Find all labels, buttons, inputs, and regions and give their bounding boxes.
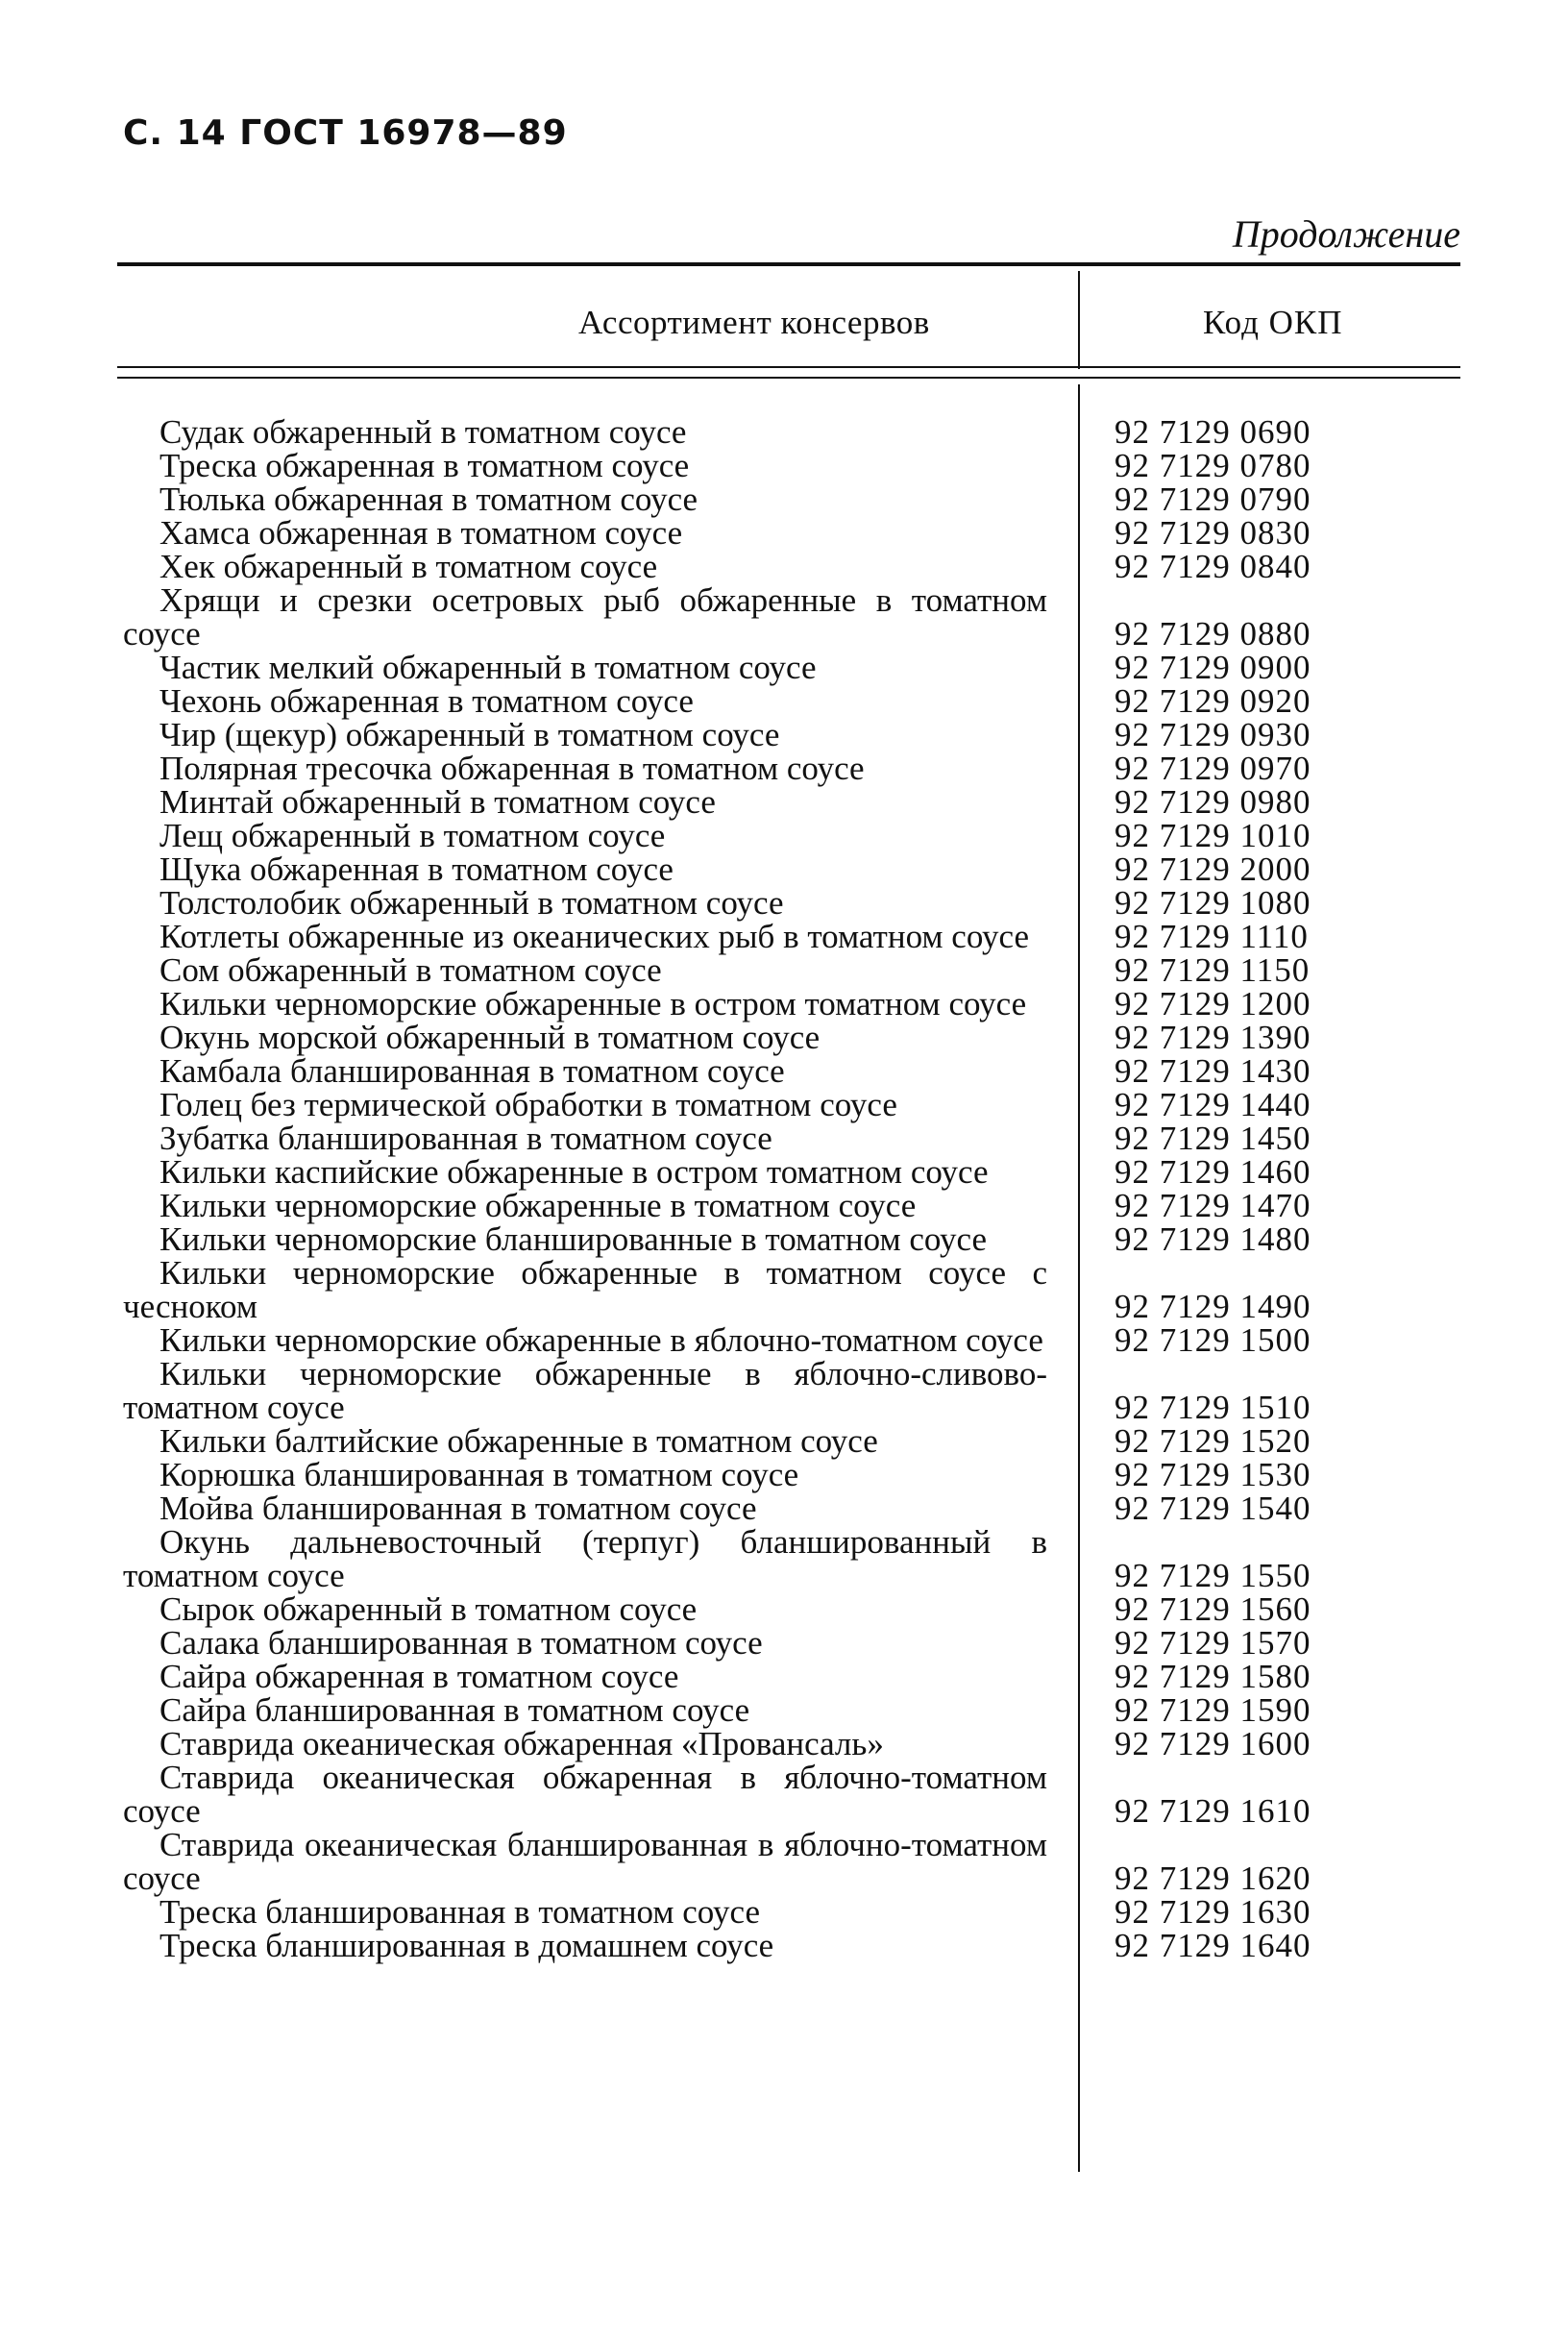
okp-code: 92 7129 1490 (1115, 1288, 1311, 1325)
okp-code: 92 7129 0790 (1115, 480, 1311, 518)
header-bottom-rule-second (117, 377, 1460, 379)
table-body (0, 415, 1568, 1962)
okp-code: 92 7129 0690 (1115, 413, 1311, 451)
table-row (0, 1929, 1568, 1962)
assortment-name: Ставрида океаническая бланшированная в яблочно-томатном соусе (123, 1826, 1047, 1897)
okp-code: 92 7129 1080 (1115, 884, 1311, 922)
assortment-name: Кильки черноморские обжаренные в яблочно-сливово-томатном соусе (123, 1355, 1047, 1426)
assortment-name: Хрящи и срезки осетровых рыб обжаренные в томатном соусе (123, 581, 1047, 653)
table-row (0, 1088, 1568, 1121)
table-row (0, 1222, 1568, 1256)
table-row (0, 953, 1568, 987)
assortment-name: Минтай обжаренный в томатном соусе (159, 783, 716, 821)
okp-code: 92 7129 0930 (1115, 716, 1311, 753)
okp-code: 92 7129 1540 (1115, 1490, 1311, 1527)
assortment-name: Полярная тресочка обжаренная в томатном соусе (159, 750, 865, 787)
table-row (0, 785, 1568, 819)
table-row (0, 1525, 1568, 1592)
table-row (0, 1761, 1568, 1828)
page-header: С. 14 ГОСТ 16978—89 (123, 113, 568, 153)
okp-code: 92 7129 0900 (1115, 649, 1311, 686)
assortment-name: Сом обжаренный в томатном соусе (159, 951, 662, 989)
okp-code: 92 7129 1520 (1115, 1422, 1311, 1460)
table-row (0, 718, 1568, 751)
table-row (0, 1727, 1568, 1761)
okp-code: 92 7129 1500 (1115, 1321, 1311, 1359)
column-header-okp-code: Код ОКП (1203, 304, 1343, 341)
okp-code: 92 7129 1630 (1115, 1893, 1311, 1931)
assortment-name: Частик мелкий обжаренный в томатном соусе (159, 649, 817, 686)
table-row (0, 886, 1568, 920)
assortment-name: Зубатка бланшированная в томатном соусе (159, 1120, 772, 1157)
assortment-name: Судак обжаренный в томатном соусе (159, 413, 687, 451)
okp-code: 92 7129 0980 (1115, 783, 1311, 821)
column-header-assortment: Ассортимент консервов (578, 304, 930, 341)
table-row (0, 482, 1568, 516)
okp-code: 92 7129 1440 (1115, 1086, 1311, 1123)
assortment-name: Голец без термической обработки в томатном соусе (159, 1086, 897, 1123)
table-row (0, 1592, 1568, 1626)
assortment-name: Корюшка бланшированная в томатном соусе (159, 1456, 799, 1493)
okp-code: 92 7129 0920 (1115, 682, 1311, 720)
table-row (0, 415, 1568, 449)
assortment-name: Щука обжаренная в томатном соусе (159, 850, 674, 888)
assortment-name: Кильки каспийские обжаренные в остром томатном соусе (159, 1153, 989, 1191)
assortment-name: Сайра бланшированная в томатном соусе (159, 1691, 750, 1729)
assortment-name: Кильки черноморские обжаренные в томатном соусе с чесноком (123, 1254, 1047, 1325)
okp-code: 92 7129 0840 (1115, 548, 1311, 585)
table-row (0, 1189, 1568, 1222)
assortment-name: Толстолобик обжаренный в томатном соусе (159, 884, 784, 922)
okp-code: 92 7129 1600 (1115, 1725, 1311, 1762)
okp-code: 92 7129 1480 (1115, 1220, 1311, 1258)
okp-code: 92 7129 1470 (1115, 1187, 1311, 1224)
okp-code: 92 7129 1620 (1115, 1860, 1311, 1897)
assortment-name: Ставрида океаническая обжаренная в яблочно-томатном соусе (123, 1759, 1047, 1830)
assortment-name: Треска бланшированная в томатном соусе (159, 1893, 760, 1931)
assortment-name: Котлеты обжаренные из океанических рыб в томатном соусе (159, 918, 1030, 955)
assortment-name: Кильки черноморские обжаренные в яблочно-томатном соусе (159, 1321, 1043, 1359)
table-row (0, 1693, 1568, 1727)
table-row (0, 583, 1568, 651)
okp-code: 92 7129 1200 (1115, 985, 1311, 1022)
table-row (0, 516, 1568, 550)
okp-code: 92 7129 1550 (1115, 1557, 1311, 1594)
table-row (0, 1660, 1568, 1693)
table-row (0, 1357, 1568, 1424)
assortment-name: Кильки черноморские обжаренные в остром томатном соусе (159, 985, 1027, 1022)
assortment-name: Сайра обжаренная в томатном соусе (159, 1658, 679, 1695)
table-row (0, 1458, 1568, 1491)
table-row (0, 651, 1568, 684)
table-row (0, 920, 1568, 953)
assortment-name: Тюлька обжаренная в томатном соусе (159, 480, 698, 518)
table-row (0, 684, 1568, 718)
assortment-name: Сырок обжаренный в томатном соусе (159, 1590, 698, 1628)
okp-code: 92 7129 1590 (1115, 1691, 1311, 1729)
assortment-name: Кильки черноморские бланшированные в томатном соусе (159, 1220, 988, 1258)
okp-code: 92 7129 1450 (1115, 1120, 1311, 1157)
okp-code: 92 7129 1530 (1115, 1456, 1311, 1493)
assortment-name: Чехонь обжаренная в томатном соусе (159, 682, 694, 720)
okp-code: 92 7129 0830 (1115, 514, 1311, 552)
assortment-name: Треска обжаренная в томатном соусе (159, 447, 690, 484)
table-row (0, 1256, 1568, 1323)
continuation-label: Продолжение (1232, 212, 1460, 256)
assortment-name: Хек обжаренный в томатном соусе (159, 548, 658, 585)
assortment-name: Лещ обжаренный в томатном соусе (159, 817, 666, 854)
table-row (0, 1121, 1568, 1155)
assortment-name: Треска бланшированная в домашнем соусе (159, 1927, 774, 1964)
okp-code: 92 7129 1580 (1115, 1658, 1311, 1695)
okp-code: 92 7129 1610 (1115, 1792, 1311, 1830)
okp-code: 92 7129 1560 (1115, 1590, 1311, 1628)
table-row (0, 1626, 1568, 1660)
table-row (0, 449, 1568, 482)
okp-code: 92 7129 0780 (1115, 447, 1311, 484)
table-row (0, 1895, 1568, 1929)
okp-code: 92 7129 0970 (1115, 750, 1311, 787)
table-row (0, 852, 1568, 886)
okp-code: 92 7129 0880 (1115, 615, 1311, 653)
assortment-name: Салака бланшированная в томатном соусе (159, 1624, 763, 1662)
table-row (0, 1323, 1568, 1357)
okp-code: 92 7129 1510 (1115, 1389, 1311, 1426)
table-row (0, 987, 1568, 1021)
table-row (0, 1828, 1568, 1895)
assortment-name: Мойва бланшированная в томатном соусе (159, 1490, 757, 1527)
okp-code: 92 7129 1460 (1115, 1153, 1311, 1191)
assortment-name: Кильки балтийские обжаренные в томатном соусе (159, 1422, 878, 1460)
header-bottom-rule (117, 366, 1460, 368)
assortment-name: Чир (щекур) обжаренный в томатном соусе (159, 716, 780, 753)
assortment-name: Кильки черноморские обжаренные в томатном соусе (159, 1187, 917, 1224)
table-row (0, 1424, 1568, 1458)
table-row (0, 1155, 1568, 1189)
okp-code: 92 7129 1010 (1115, 817, 1311, 854)
assortment-name: Ставрида океаническая обжаренная «Провансаль» (159, 1725, 884, 1762)
table-row (0, 819, 1568, 852)
table-row (0, 751, 1568, 785)
table-row (0, 1021, 1568, 1054)
assortment-name: Хамса обжаренная в томатном соусе (159, 514, 683, 552)
okp-code: 92 7129 1640 (1115, 1927, 1311, 1964)
okp-code: 92 7129 1150 (1115, 951, 1311, 989)
okp-code: 92 7129 1570 (1115, 1624, 1311, 1662)
table-row (0, 550, 1568, 583)
table-row (0, 1054, 1568, 1088)
okp-code: 92 7129 1110 (1115, 918, 1309, 955)
okp-code: 92 7129 2000 (1115, 850, 1311, 888)
table-top-rule (117, 262, 1460, 266)
okp-code: 92 7129 1390 (1115, 1019, 1311, 1056)
table-row (0, 1491, 1568, 1525)
assortment-name: Камбала бланшированная в томатном соусе (159, 1052, 785, 1090)
okp-code: 92 7129 1430 (1115, 1052, 1311, 1090)
assortment-name: Окунь дальневосточный (терпуг) бланшированный в томатном соусе (123, 1523, 1047, 1594)
assortment-name: Окунь морской обжаренный в томатном соусе (159, 1019, 821, 1056)
